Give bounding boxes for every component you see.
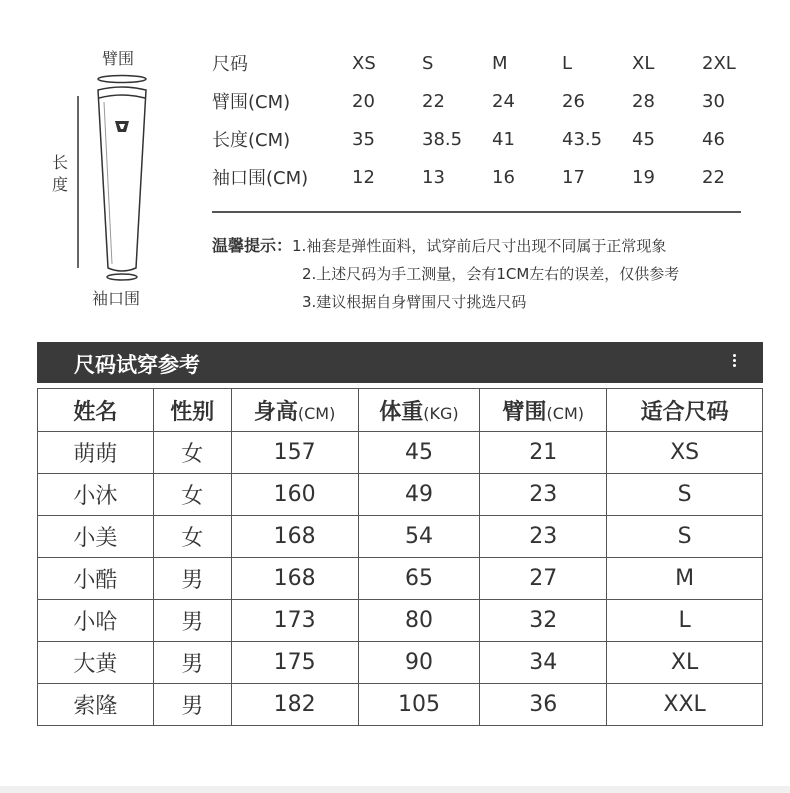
note-item: 2.上述尺码为手工测量，会有1CM左右的误差，仅供参考 [302,265,680,283]
fitting-reference-table [37,388,763,726]
table-row [38,684,763,726]
size-row-label: 袖口围(CM) [212,168,309,189]
divider [212,211,741,213]
size-row-label: 臂围(CM) [212,92,291,113]
cell-weight: 45 [358,432,480,474]
size-header-cell: S [422,52,434,74]
size-cell: 12 [352,166,375,188]
size-cell: 17 [562,166,585,188]
size-cell: 24 [492,90,515,112]
cell-weight: 49 [358,474,480,516]
column-header-size: 适合尺码 [607,389,763,432]
section-header-bar [37,342,763,383]
cell-size: XXL [607,684,763,726]
cell-name: 小沐 [38,474,154,516]
tips-heading: 温馨提示： [212,236,293,255]
table-row [38,516,763,558]
cell-name: 萌萌 [38,432,154,474]
cell-arm: 32 [480,600,607,642]
size-chart-row [212,158,752,196]
cell-name: 小酷 [38,558,154,600]
size-header-cell: 尺码 [212,54,248,75]
cell-height: 175 [231,642,358,684]
cell-arm: 23 [480,474,607,516]
table-row [38,558,763,600]
cell-name: 小美 [38,516,154,558]
cell-gender: 男 [153,600,231,642]
note-line [212,232,679,260]
size-chart-row [212,120,752,158]
table-row [38,474,763,516]
size-cell: 13 [422,166,445,188]
size-cell: 43.5 [562,128,603,150]
cell-height: 168 [231,558,358,600]
bottom-band [0,786,790,793]
size-cell: 22 [702,166,725,188]
cell-arm: 23 [480,516,607,558]
cell-name: 小哈 [38,600,154,642]
cell-size: S [607,516,763,558]
table-header-row [38,389,763,432]
cell-weight: 90 [358,642,480,684]
length-label: 长度 [51,153,68,194]
cell-arm: 34 [480,642,607,684]
cuff-circumference-label: 袖口围 [92,289,141,308]
cell-size: M [607,558,763,600]
size-cell: 26 [562,90,585,112]
size-chart-row [212,82,752,120]
size-cell: 45 [632,128,655,150]
size-chart [212,44,752,196]
cell-name: 大黄 [38,642,154,684]
size-cell: 20 [352,90,375,112]
note-item: 1.袖套是弹性面料，试穿前后尺寸出现不同属于正常现象 [292,237,667,255]
column-header-gender: 性别 [153,389,231,432]
table-row [38,600,763,642]
cell-weight: 65 [358,558,480,600]
cell-height: 160 [231,474,358,516]
tips-notes [212,232,679,316]
size-cell: 19 [632,166,655,188]
cell-arm: 21 [480,432,607,474]
cell-size: L [607,600,763,642]
size-cell: 28 [632,90,655,112]
cell-gender: 男 [153,642,231,684]
cell-gender: 女 [153,516,231,558]
cell-height: 157 [231,432,358,474]
table-row [38,432,763,474]
more-vertical-icon[interactable] [731,352,737,372]
size-cell: 35 [352,128,375,150]
cell-gender: 女 [153,474,231,516]
cell-height: 182 [231,684,358,726]
cell-weight: 80 [358,600,480,642]
cell-size: S [607,474,763,516]
size-cell: 30 [702,90,725,112]
cell-gender: 女 [153,432,231,474]
cell-height: 168 [231,516,358,558]
cell-gender: 男 [153,684,231,726]
note-item: 3.建议根据自身臂围尺寸挑选尺码 [302,293,527,311]
cell-arm: 27 [480,558,607,600]
cell-height: 173 [231,600,358,642]
column-header-height: 身高(CM) [231,389,358,432]
cell-arm: 36 [480,684,607,726]
size-header-cell: L [562,52,573,74]
size-cell: 46 [702,128,725,150]
section-title: 尺码试穿参考 [74,353,200,377]
table-row [38,642,763,684]
cell-weight: 105 [358,684,480,726]
size-cell: 16 [492,166,515,188]
size-header-cell: 2XL [702,52,736,74]
size-chart-header [212,44,752,82]
cell-size: XS [607,432,763,474]
size-header-cell: XL [632,52,655,74]
size-cell: 22 [422,90,445,112]
size-row-label: 长度(CM) [212,130,291,151]
cell-name: 索隆 [38,684,154,726]
size-cell: 41 [492,128,515,150]
cell-weight: 54 [358,516,480,558]
column-header-arm: 臂围(CM) [480,389,607,432]
size-header-cell: M [492,52,508,74]
arm-circumference-label: 臂围 [102,49,135,68]
column-header-name: 姓名 [38,389,154,432]
cell-size: XL [607,642,763,684]
cell-gender: 男 [153,558,231,600]
size-cell: 38.5 [422,128,463,150]
column-header-weight: 体重(KG) [358,389,480,432]
size-header-cell: XS [352,52,376,74]
sleeve-diagram [40,40,200,320]
